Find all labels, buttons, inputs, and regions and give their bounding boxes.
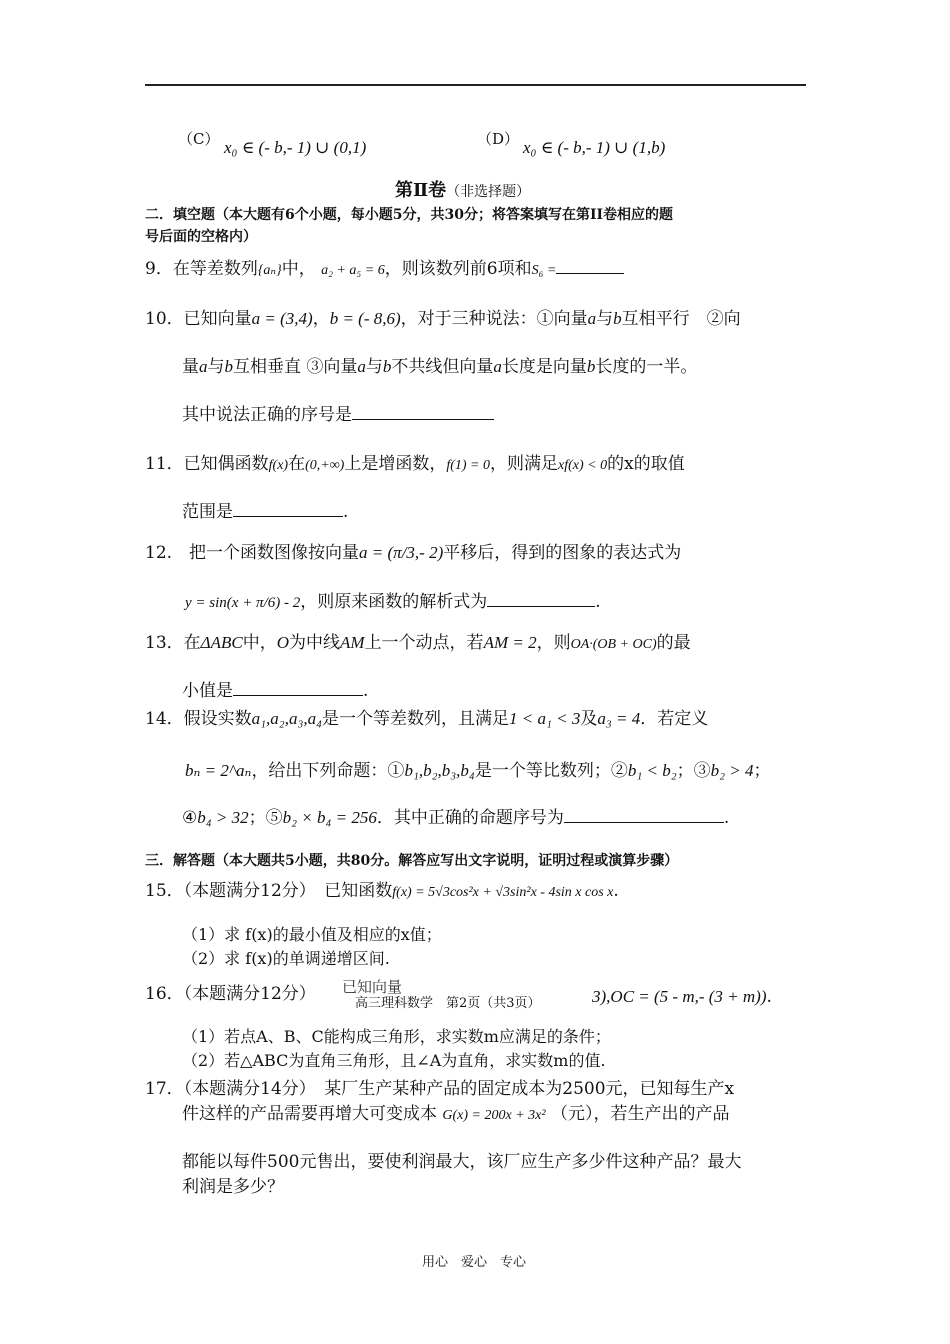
q14-seq: a₁,a₂,a₃,a₄: [251, 709, 323, 728]
q14-cond2: a₃ = 4: [597, 709, 641, 728]
q11-end: .: [343, 502, 349, 522]
q10-vec-a: a = (3,4): [251, 309, 313, 328]
q10-text-a: 10．已知向量: [145, 309, 252, 329]
q10-l2-sym-a2: a: [357, 357, 366, 376]
q11-ineq: xf(x) < 0: [558, 458, 608, 473]
section2-line1: 二．填空题（本大题有6个小题，每小题5分，共30分；将答案填写在第II卷相应的题: [145, 207, 674, 223]
q10-l2-d: 与: [365, 357, 383, 377]
q13-f: 的最: [656, 633, 691, 653]
q13-am2: AM = 2: [483, 633, 537, 652]
q15-end: .: [613, 881, 619, 901]
q16-sub1: （1）若点A、B、C能构成三角形，求实数m应满足的条件；: [182, 1027, 611, 1046]
q13-e: ，则: [536, 633, 571, 653]
q11-e: 的x的取值: [607, 454, 685, 474]
q13-b: 中，: [242, 633, 277, 653]
q10-sym-a: a: [587, 309, 597, 328]
question-16-expr-line: [592, 987, 772, 1007]
question-14-line1: [145, 704, 708, 729]
question-13-line1: [145, 628, 691, 653]
question-14-line3: [182, 803, 729, 828]
q17-b: 件这样的产品需要再增大可变成本: [182, 1104, 437, 1124]
q14-a: 14．假设实数: [145, 709, 252, 729]
q10-l2-c: 互相垂直 ③向量: [233, 357, 358, 377]
q10-l3: 其中说法正确的序号是: [182, 405, 352, 425]
q14-e: ，给出下列命题：①: [251, 761, 405, 781]
q14-h: ；: [753, 761, 771, 781]
question-15-line1: [145, 876, 619, 901]
q12-c: ，则原来函数的解析式为: [300, 592, 488, 612]
page-footer: 用心 爱心 专心: [422, 1255, 527, 1270]
q10-l2-g: 长度的一半。: [595, 357, 698, 377]
q14-b: 是一个等差数列，且满足: [322, 709, 510, 729]
question-10-line2: [182, 352, 697, 377]
q14-i: ④: [182, 808, 198, 828]
q12-vec: a = (π/3,- 2): [359, 543, 444, 562]
q9-sum: S₆ =: [531, 263, 557, 278]
q10-l2-sym-a3: a: [493, 357, 502, 376]
q10-l2-sym-b3: b: [586, 357, 596, 376]
question-14-line2: [185, 756, 771, 781]
q14-d: ．若定义: [640, 709, 709, 729]
q17-line4: 利润是多少？: [182, 1177, 284, 1197]
q11-d: ，则满足: [490, 454, 559, 474]
question-17-line2: [182, 1099, 729, 1124]
q12-end: .: [595, 592, 601, 612]
q10-vec-b: b = (- 8,6): [329, 309, 401, 328]
q9-answer-blank[interactable]: [556, 257, 624, 274]
q17-line1: 17．（本题满分14分） 某厂生产某种产品的固定成本为2500元，已知每生产x: [145, 1079, 735, 1099]
q10-l2-f: 长度是向量: [501, 357, 587, 377]
q10-l2-b: 与: [207, 357, 225, 377]
q13-expr: OA·(OB + OC): [570, 637, 657, 652]
q10-text-b: ，对于三种说法：①向量: [400, 309, 588, 329]
question-10-line3: [182, 400, 494, 425]
section3-title: 三．解答题（本大题共5小题，共80分。解答应写出文字说明，证明过程或演算步骤）: [145, 853, 679, 869]
q9-text-a: 9．在等差数列: [145, 259, 258, 279]
q13-o: O: [276, 633, 290, 652]
part2-heading: [395, 176, 530, 202]
q10-text-d: 互相平行 ②向: [621, 309, 741, 329]
q14-p5: b₂ × b₄ = 256: [282, 808, 377, 827]
q14-j: ；⑤: [248, 808, 283, 828]
question-12-line1: [145, 538, 681, 563]
q10-sym-b: b: [613, 309, 622, 328]
option-c-label: （C）: [178, 130, 220, 148]
q14-end: .: [723, 808, 730, 828]
q11-c: 上是增函数，: [344, 454, 447, 474]
q13-am: AM: [340, 633, 365, 652]
q14-bseq: b₁,b₂,b₃,b₄: [404, 761, 475, 780]
q14-answer-blank[interactable]: [564, 806, 724, 823]
q17-expr: G(x) = 200x + 3x²: [442, 1108, 546, 1123]
option-d-label: （D）: [477, 130, 520, 148]
q14-p4: b₄ > 32: [197, 808, 249, 827]
q10-l2-a: 量: [182, 357, 199, 377]
q14-cond1: 1 < a₁ < 3: [509, 709, 581, 728]
q16-hidden: 已知向量: [342, 978, 403, 996]
q10-l2-e: 不共线但向量: [391, 357, 494, 377]
q14-bn: bₙ = 2^aₙ: [185, 761, 252, 780]
q16-expr: 3),OC = (5 - m,- (3 + m)): [592, 987, 767, 1006]
q9-text-c: ，则该数列前6项和: [384, 259, 532, 279]
q11-a: 11．已知偶函数: [145, 454, 269, 474]
q14-k: ．其中正确的命题序号为: [376, 808, 564, 828]
q16-end: .: [766, 987, 772, 1007]
q15-a: 15．（本题满分12分） 已知函数: [145, 881, 393, 901]
q13-c: 为中线: [289, 633, 341, 653]
q9-text-b: 中，: [281, 259, 316, 279]
question-11-line2: [182, 497, 348, 522]
q9-seq: {aₙ}: [257, 263, 282, 278]
q14-c: 及: [580, 709, 598, 729]
q12-expr: y = sin(x + π/6) - 2: [185, 595, 301, 611]
q11-b: 在: [288, 454, 306, 474]
question-9: [145, 254, 624, 279]
q9-cond: a₂ + a₅ = 6: [321, 263, 385, 278]
question-10-line1: [145, 304, 741, 329]
q10-l2-sym-b: b: [224, 357, 233, 376]
header-rule: [145, 84, 806, 86]
q14-f: 是一个等比数列；②: [474, 761, 628, 781]
q13-tri: ΔABC: [200, 633, 243, 652]
part2-title: 第Ⅱ卷: [395, 180, 447, 201]
q10-l2-sym-a: a: [199, 357, 208, 376]
part2-subtitle: （非选择题）: [446, 184, 531, 200]
q12-answer-blank[interactable]: [487, 590, 595, 607]
q12-a: 12. 把一个函数图像按向量: [145, 543, 360, 563]
question-11-line1: [145, 449, 685, 474]
q14-p2: b₁ < b₂: [627, 761, 677, 780]
q11-interval: (0,+∞): [305, 458, 345, 473]
q12-b: 平移后，得到的图象的表达式为: [443, 543, 682, 563]
page-number-overlay: 高三理科数学 第2页（共3页）: [355, 996, 541, 1011]
question-12-line2: [185, 587, 601, 612]
q17-line3: 都能以每件500元售出，要使利润最大，该厂应生产多少件这种产品？最大: [182, 1152, 742, 1172]
q13-line2: 小值是: [182, 681, 233, 701]
q15-sub1: （1）求 f(x)的最小值及相应的x值；: [182, 925, 442, 944]
question-13-line2: [182, 676, 368, 701]
q16-sub2: （2）若△ABC为直角三角形，且∠A为直角，求实数m的值.: [182, 1051, 606, 1070]
q13-answer-blank[interactable]: [233, 679, 363, 696]
option-d-expr: x₀ ∈ (- b,- 1) ∪ (1,b): [523, 138, 666, 157]
q15-sub2: （2）求 f(x)的单调递增区间.: [182, 949, 390, 968]
q10-l2-sym-b2: b: [382, 357, 392, 376]
q10-comma: ，: [312, 309, 330, 329]
q16-a: 16．（本题满分12分）: [145, 984, 316, 1004]
q14-p3: b₂ > 4: [710, 761, 754, 780]
q11-line2: 范围是: [182, 502, 233, 522]
q13-end: .: [363, 681, 369, 701]
q11-fx: f(x): [268, 458, 289, 473]
q11-f1: f(1) = 0: [446, 458, 491, 473]
option-c-expr: x₀ ∈ (- b,- 1) ∪ (0,1): [224, 138, 367, 157]
section2-line2: 号后面的空格内）: [145, 229, 257, 245]
q13-a: 13．在: [145, 633, 201, 653]
q10-text-c: 与: [596, 309, 614, 329]
q11-answer-blank[interactable]: [233, 500, 343, 517]
q15-expr: f(x) = 5√3cos²x + √3sin²x - 4sin x cos x: [392, 885, 614, 900]
q17-c: （元），若生产出的产品: [550, 1104, 730, 1124]
q14-g: ；③: [676, 761, 711, 781]
q10-answer-blank[interactable]: [352, 403, 494, 420]
q13-d: 上一个动点，若: [364, 633, 484, 653]
